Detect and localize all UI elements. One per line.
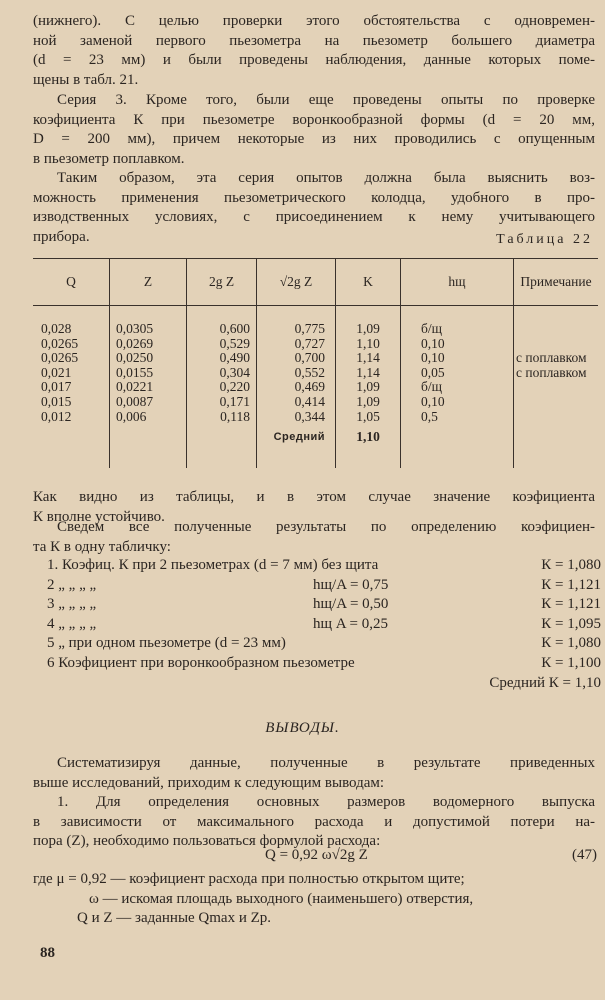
text-line: Серия 3. Кроме того, были еще проведены опыты по проверке	[57, 92, 595, 108]
table-cell: 0,118	[220, 408, 250, 424]
table-cell: 1,10	[356, 335, 380, 351]
table-cell: 0,10	[421, 335, 445, 351]
summary-row	[33, 654, 603, 674]
table-cell: 0,490	[219, 350, 250, 366]
table-cell: 0,017	[41, 379, 72, 395]
table-cell: 0,304	[219, 364, 250, 380]
conclusion-1	[33, 793, 595, 852]
table-cell	[516, 337, 598, 352]
average-value: 1,10	[356, 429, 380, 445]
table-cell: 0,171	[219, 393, 250, 409]
header-k: K	[336, 259, 401, 306]
table-cell: 0,05	[421, 364, 445, 380]
summary-value: К = 1,080	[541, 557, 601, 573]
table-cell: б/щ	[421, 321, 443, 336]
table-cell	[516, 410, 598, 425]
text-line: выше исследований, приходим к следующим выводам:	[33, 774, 385, 791]
summary-row	[33, 674, 603, 694]
table-cell: с поплавком	[516, 350, 587, 366]
summary-label: 3 „ „ „ „	[47, 596, 97, 613]
text-line: та К в одну табличку:	[33, 538, 171, 555]
text-line: Сведем все полученные результаты по определению коэфициен-	[57, 519, 595, 535]
table-cell: 0,552	[294, 364, 325, 380]
summary-label: 2 „ „ „ „	[47, 576, 97, 593]
header-2gz: 2g Z	[187, 259, 257, 306]
summary-label: 1. Коэфиц. К при 2 пьезометрах (d = 7 мм) без щита	[47, 557, 379, 573]
table-cell: 0,0305	[116, 321, 154, 336]
summary-value: Средний К = 1,10	[489, 674, 601, 691]
summary-label: 5 „ при одном пьезометре (d = 23 мм)	[47, 635, 286, 652]
table-cell	[516, 380, 598, 395]
text-line: Систематизируя данные, полученные в результате приведенных	[57, 755, 595, 771]
table-cell: 0,0250	[116, 350, 154, 366]
data-table	[33, 258, 598, 468]
summary-value: К = 1,100	[541, 654, 601, 671]
table-cell: 0,5	[421, 408, 438, 424]
summary-value: К = 1,121	[541, 576, 601, 593]
text-line: в пьезометр поплавком.	[33, 150, 185, 167]
summary-intro	[33, 518, 595, 557]
text-line: Q и Z — заданные Qmax и Zр.	[77, 910, 272, 926]
average-label: Средний	[273, 431, 325, 444]
table-cell	[516, 395, 598, 410]
conclusions-intro	[33, 754, 595, 793]
summary-list	[33, 556, 603, 693]
table-cell: 0,028	[41, 321, 72, 336]
summary-value: К = 1,121	[541, 596, 601, 613]
table-cell: 1,09	[356, 379, 380, 395]
table-caption: Таблица 22	[496, 232, 593, 247]
table-cell: 0,0265	[41, 335, 79, 351]
text-line: коэфициента К при пьезометре воронкообразной формы (d = 20 мм,	[33, 111, 595, 128]
intro-paragraph	[33, 12, 595, 90]
table-cell: 0,469	[294, 379, 325, 395]
header-sqrt-2gz: √2g Z	[257, 259, 336, 306]
table-cell: 0,0155	[116, 364, 154, 380]
table-cell: 0,0265	[41, 350, 79, 366]
page-number: 88	[40, 945, 55, 961]
text-line: К вполне устойчиво.	[33, 508, 165, 525]
table-cell	[516, 322, 598, 337]
summary-value: К = 1,080	[541, 635, 601, 652]
table-cell: 1,09	[356, 393, 380, 409]
table-cell: 0,10	[421, 393, 445, 409]
table-cell: 0,775	[294, 321, 325, 336]
summary-row	[33, 615, 603, 635]
table-cell: 0,529	[219, 335, 250, 351]
text-line: щены в табл. 21.	[33, 71, 139, 88]
table-cell: 0,0087	[116, 393, 154, 409]
summary-row	[33, 556, 603, 576]
table-cell: 0,727	[294, 335, 325, 351]
summary-ratio: hщ/A = 0,75	[313, 576, 389, 593]
text-line: изводственных условиях, с присоединением к нему учитывающего	[33, 209, 595, 225]
table-cell: 1,14	[356, 350, 380, 366]
summary-row	[33, 634, 603, 654]
conclusions-heading: ВЫВОДЫ.	[265, 720, 340, 736]
summary-row	[33, 595, 603, 615]
header-h: hщ	[401, 259, 514, 306]
text-line: ной заменой первого пьезометра на пьезометр большего диаметра	[33, 32, 595, 49]
table-cell: 0,006	[116, 408, 147, 424]
column-h	[401, 306, 514, 469]
formula-number: (47)	[572, 847, 597, 863]
table-cell: 0,021	[41, 364, 72, 380]
summary-row	[33, 576, 603, 596]
table-cell: 0,344	[294, 408, 325, 424]
table-cell: 1,14	[356, 364, 380, 380]
summary-label: 4 „ „ „ „	[47, 615, 97, 632]
summary-label: 6 Коэфициент при воронкообразном пьезометре	[47, 654, 355, 671]
table-cell: 1,09	[356, 321, 380, 336]
table-body-row	[33, 306, 598, 469]
header-q: Q	[33, 259, 110, 306]
column-sqrt-2gz	[257, 306, 336, 469]
table-cell: 0,012	[41, 408, 72, 424]
table-cell: 0,015	[41, 393, 72, 409]
text-line: ω — искомая площадь выходного (наименьшего) отверстия,	[89, 890, 474, 907]
text-line: Таким образом, эта серия опытов должна была выяснить воз-	[57, 170, 595, 186]
summary-ratio: hщ A = 0,25	[313, 615, 389, 632]
table-cell: 0,10	[421, 350, 445, 366]
column-q	[33, 306, 110, 469]
header-z: Z	[110, 259, 187, 306]
text-line: Как видно из таблицы, и в этом случае значение коэфициента	[33, 489, 595, 505]
table-cell: 0,0269	[116, 335, 154, 351]
table-cell: 0,600	[219, 321, 250, 336]
text-line: в зависимости от максимального расхода и допустимой потери на-	[33, 813, 595, 830]
table-cell: 0,414	[294, 393, 325, 409]
summary-value: К = 1,095	[541, 615, 601, 632]
text-line: где μ = 0,92 — коэфициент расхода при полностью открытом щите;	[33, 871, 465, 887]
table-cell: с поплавком	[516, 364, 587, 380]
table-cell: б/щ	[421, 379, 443, 395]
header-note: Примечание	[514, 259, 599, 306]
text-line: D = 200 мм), причем некоторые из них проводились с опущенным	[33, 131, 595, 147]
column-note	[514, 306, 599, 469]
text-line: (d = 23 мм) и были проведены наблюдения, данные которых поме-	[33, 52, 595, 68]
column-2gz	[187, 306, 257, 469]
text-line: 1. Для определения основных размеров водомерного выпуска	[57, 794, 595, 810]
text-line: прибора.	[33, 228, 90, 245]
where-block	[33, 870, 595, 929]
table-header-row	[33, 259, 598, 306]
text-line: можность применения пьезометрического колодца, удобного в про-	[33, 189, 595, 206]
column-k	[336, 306, 401, 469]
table-cell: 0,700	[294, 350, 325, 366]
summary-ratio: hщ/A = 0,50	[313, 596, 389, 613]
table-cell: 1,05	[356, 408, 380, 424]
table-cell: 0,0221	[116, 379, 154, 395]
table-cell: 0,220	[219, 379, 250, 395]
text-line: (нижнего). С целью проверки этого обстоятельства с одновремен-	[33, 13, 595, 29]
column-z	[110, 306, 187, 469]
series-paragraph	[33, 91, 595, 169]
formula: Q = 0,92 ω√2g Z	[265, 847, 368, 863]
text-line: пора (Z), необходимо пользоваться формулой расхода:	[33, 833, 381, 849]
